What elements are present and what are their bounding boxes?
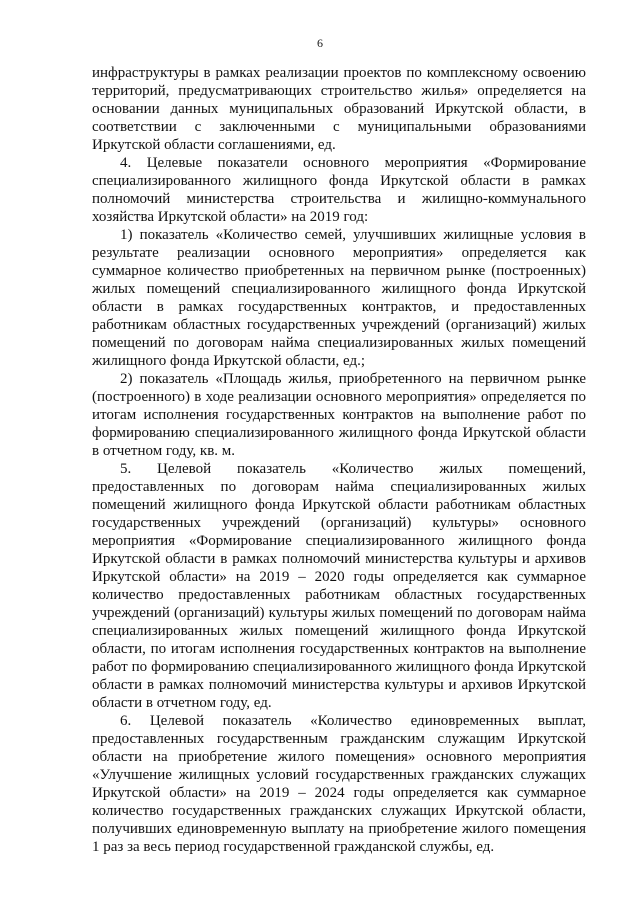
page-number: 6 [317,36,323,50]
paragraph-item-6: 6. Целевой показатель «Количество единовременных выплат, предоставленных государственным гражданским служащим Иркутской области на приобретение жилого помещения» основного мероприятия «Улучшение жилищных условий государственных гражданских служащих Иркутской области» на 2019 – 2024 годы определяется как суммарное количество государственных гражданских служащих Иркутской области, получивших единовременную выплату на приобретение жилого помещения 1 раз за весь период государственной гражданской службы, ед. [92,713,586,855]
paragraph-item-5: 5. Целевой показатель «Количество жилых помещений, предоставленных по договорам найма специализированных жилых помещений жилищного фонда Иркутской области работникам областных государственных учреждений (организаций) культуры» основного мероприятия «Формирование специализированного жилищного фонда Иркутской области в рамках полномочий министерства культуры и архивов Иркутской области» на 2019 – 2020 годы определяется как суммарное количество предоставленных работникам областных государственных учреждений (организаций) культуры жилых помещений по договорам найма специализированных жилых помещений жилищного фонда Иркутской области, по итогам исполнения государственных контрактов на выполнение работ по формированию специализированного жилищного фонда Иркутской области в рамках полномочий министерства культуры и архивов Иркутской области в отчетном году, ед. [92,461,586,711]
paragraph-continuation: инфраструктуры в рамках реализации проектов по комплексному освоению территорий, предусматривающих строительство жилья» определяется на основании данных муниципальных образований Иркутской области, в соответствии с заключенными с муниципальными образованиями Иркутской области соглашениями, ед. [92,65,586,153]
document-body [92,64,586,856]
paragraph-subitem-2: 2) показатель «Площадь жилья, приобретенного на первичном рынке (построенного) в ходе реализации основного мероприятия» определяется по итогам исполнения государственных контрактов на выполнение работ по формированию специализированного жилищного фонда Иркутской области в отчетном году, кв. м. [92,371,586,459]
paragraph-item-4: 4. Целевые показатели основного мероприятия «Формирование специализированного жилищного фонда Иркутской области в рамках полномочий министерства строительства и жилищно-коммунального хозяйства Иркутской области» на 2019 год: [92,155,586,225]
paragraph-subitem-1: 1) показатель «Количество семей, улучшивших жилищные условия в результате реализации основного мероприятия» определяется как суммарное количество приобретенных на первичном рынке (построенных) жилых помещений специализированного жилищного фонда Иркутской области в рамках государственных контрактов, и предоставленных работникам областных государственных учреждений (организаций) жилых помещений по договорам найма специализированных жилых помещений жилищного фонда Иркутской области, ед.; [92,227,586,369]
